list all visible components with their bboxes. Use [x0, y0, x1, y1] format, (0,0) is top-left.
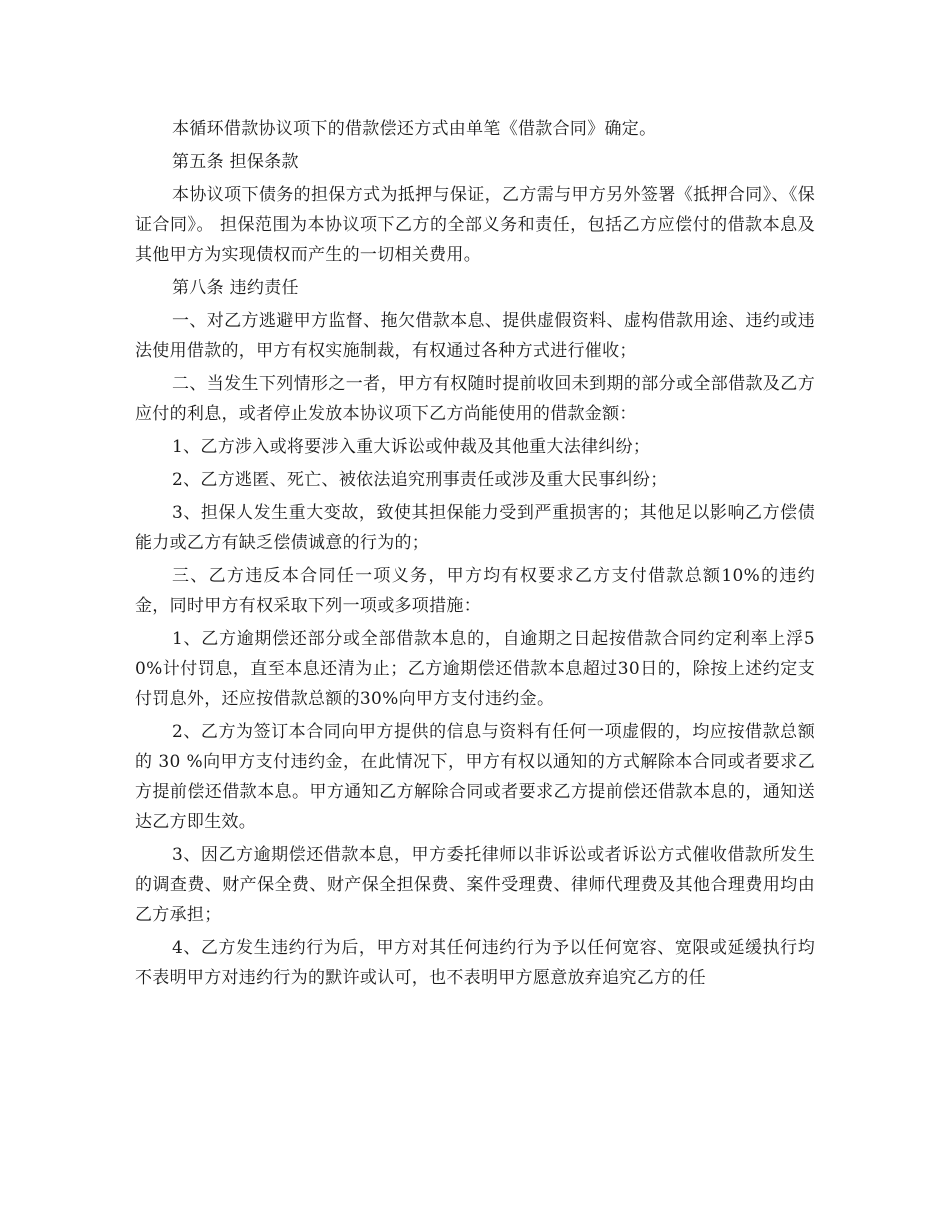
- paragraph-clause-1: 一、对乙方逃避甲方监督、拖欠借款本息、提供虚假资料、虚构借款用途、违约或违法使用借款的，甲方有权实施制裁，有权通过各种方式进行催收；: [135, 311, 815, 361]
- paragraph-clause-2: 二、当发生下列情形之一者，甲方有权随时提前收回未到期的部分或全部借款及乙方应付的利息，或者停止发放本协议项下乙方尚能使用的借款金额：: [135, 374, 815, 424]
- document-body: [135, 114, 815, 996]
- heading-article-5: 第五条 担保条款: [172, 152, 299, 172]
- paragraph-clause-3-item-4: 4、乙方发生违约行为后，甲方对其任何违约行为予以任何宽容、宽限或延缓执行均不表明甲方对违约行为的默许或认可，也不表明甲方愿意放弃追究乙方的任: [135, 938, 815, 988]
- paragraph-repayment-method: 本循环借款协议项下的借款偿还方式由单笔《借款合同》确定。: [172, 119, 657, 139]
- paragraph-guarantee: 本协议项下债务的担保方式为抵押与保证，乙方需与甲方另外签署《抵押合同》、《保证合同》。 担保范围为本协议项下乙方的全部义务和责任，包括乙方应偿付的借款本息及其他甲方为实现债权而产生的一切相关费用。: [135, 185, 815, 265]
- paragraph-clause-2-item-1: 1、乙方涉入或将要涉入重大诉讼或仲裁及其他重大法律纠纷；: [172, 437, 651, 457]
- heading-article-8: 第八条 违约责任: [172, 278, 299, 298]
- paragraph-clause-2-item-3: 3、担保人发生重大变故，致使其担保能力受到严重损害的；其他足以影响乙方偿债能力或乙方有缺乏偿债诚意的行为的；: [135, 503, 815, 553]
- paragraph-clause-3-item-1: 1、乙方逾期偿还部分或全部借款本息的，自逾期之日起按借款合同约定利率上浮50%计付罚息，直至本息还清为止；乙方逾期偿还借款本息超过30日的，除按上述约定支付罚息外，还应按借款总额的30%向甲方支付违约金。: [135, 629, 815, 709]
- paragraph-clause-2-item-2: 2、乙方逃匿、死亡、被依法追究刑事责任或涉及重大民事纠纷；: [172, 470, 668, 490]
- paragraph-clause-3-item-3: 3、因乙方逾期偿还借款本息，甲方委托律师以非诉讼或者诉讼方式催收借款所发生的调查费、财产保全费、财产保全担保费、案件受理费、律师代理费及其他合理费用均由乙方承担；: [135, 845, 815, 925]
- paragraph-clause-3-item-2: 2、乙方为签订本合同向甲方提供的信息与资料有任何一项虚假的，均应按借款总额的 30 %向甲方支付违约金，在此情况下，甲方有权以通知的方式解除本合同或者要求乙方提前偿还借款本息。甲方通知乙方解除合同或者要求乙方提前偿还借款本息的，通知送达乙方即生效。: [135, 722, 815, 832]
- paragraph-clause-3: 三、乙方违反本合同任一项义务，甲方均有权要求乙方支付借款总额10%的违约金，同时甲方有权采取下列一项或多项措施：: [135, 566, 815, 616]
